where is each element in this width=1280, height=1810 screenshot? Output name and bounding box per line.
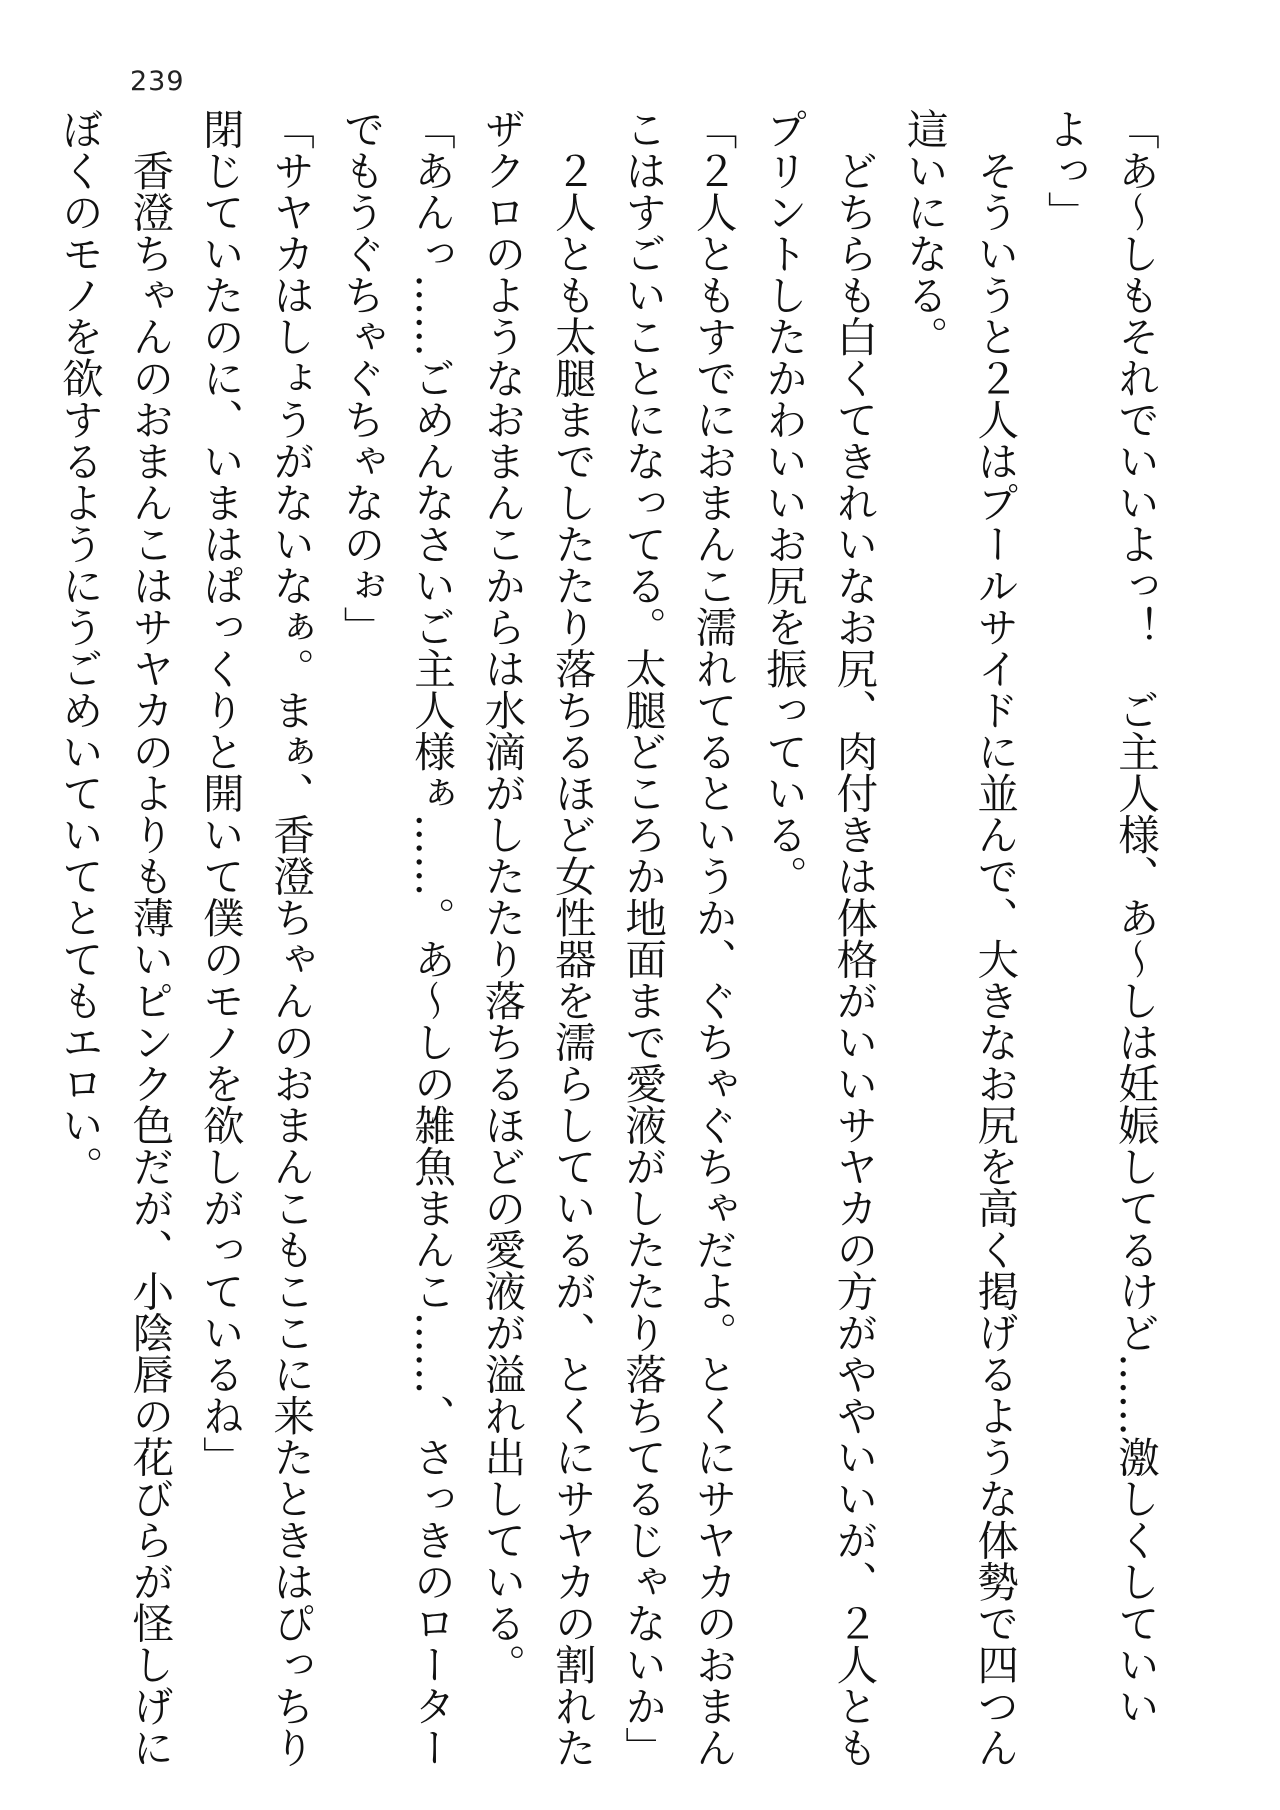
text-line: よっ」: [1040, 108, 1090, 233]
body-text: [44, 108, 1171, 1768]
text-line: プリントしたかわいいお尻を振っている。: [758, 108, 808, 897]
text-line: ぼくのモノを欲するようにうごめいていてとてもエロい。: [54, 108, 104, 1187]
text-line: でもうぐちゃぐちゃなのぉ」: [336, 108, 386, 648]
text-line: 「あ～しもそれでいいよっ！ ご主人様、あ～しは妊娠してるけど……激しくしていい: [1111, 108, 1160, 1727]
text-line: 「２人ともすでにおまんこ濡れてるというか、ぐちゃぐちゃだよ。とくにサヤカのおまん: [688, 108, 738, 1768]
page-number: 239: [130, 66, 185, 97]
text-line: 閉じていたのに、いまはぱっくりと開いて僕のモノを欲しがっているね」: [195, 108, 245, 1478]
text-line: 「サヤカはしょうがないなぁ。まぁ、香澄ちゃんのおまんこもここに来たときはぴっちり: [266, 108, 316, 1768]
text-line: ２人とも太腿までしたたり落ちるほど女性器を濡らしているが、とくにサヤカの割れた: [547, 108, 597, 1768]
text-line: そういうと２人はプールサイドに並んで、大きなお尻を高く掲げるような体勢で四つん: [970, 108, 1020, 1768]
text-line: 這いになる。: [899, 108, 949, 357]
text-line: ザクロのようなおまんこからは水滴がしたたり落ちるほどの愛液が溢れ出している。: [477, 108, 527, 1685]
text-line: どちらも白くてきれいなお尻、肉付きは体格がいいサヤカの方がややいいが、２人とも: [829, 108, 879, 1768]
text-line: こはすごいことになってる。太腿どころか地面まで愛液がしたたり落ちてるじゃないか」: [618, 108, 668, 1768]
text-line: 香澄ちゃんのおまんこはサヤカのよりも薄いピンク色だが、小陰唇の花びらが怪しげに: [125, 108, 175, 1768]
text-line: 「あんっ……ごめんなさいご主人様ぁ……。あ～しの雑魚まんこ……、さっきのローター: [406, 108, 456, 1768]
